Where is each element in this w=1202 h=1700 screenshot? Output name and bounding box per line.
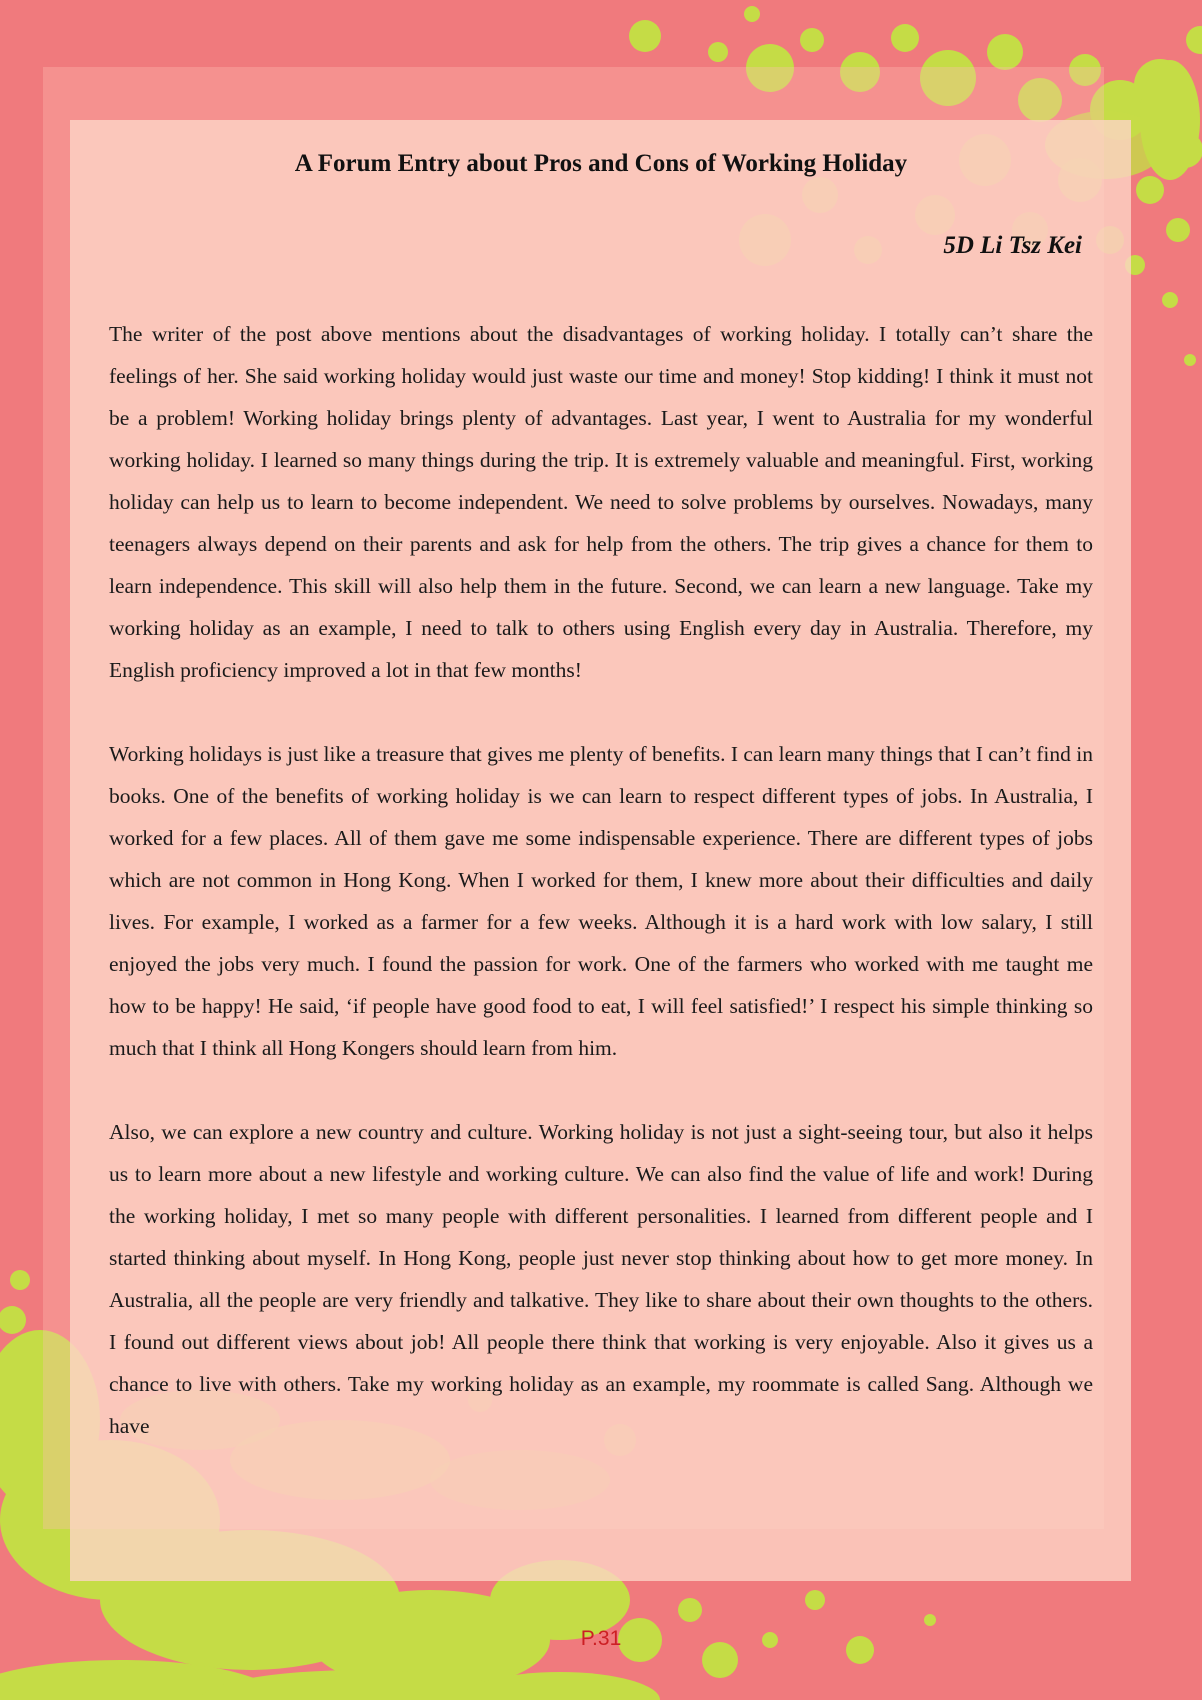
document-title: A Forum Entry about Pros and Cons of Working Holiday [294, 150, 908, 177]
page-number: P.31 [580, 1627, 622, 1650]
paragraph: The writer of the post above mentions about the disadvantages of working holiday. I totally can’t share the feelings of her. She said working holiday would just waste our time and money! Stop kidding! I think it must not be a problem! Working holiday brings plenty of advantages. Last year, I went to Australia for my wonderful working holiday. I learned so many things during the trip. It is extremely valuable and meaningful. First, working holiday can help us to learn to become independent. We need to solve problems by ourselves. Nowadays, many teenagers always depend on their parents and ask for help from the others. The trip gives a chance for them to learn independence. This skill will also help them in the future. Second, we can learn a new language. Take my working holiday as an example, I need to talk to others using English every day in Australia. Therefore, my English proficiency improved a lot in that few months! [109, 322, 1093, 682]
document-author: 5D Li Tsz Kei [943, 232, 1082, 259]
document-body [109, 313, 1093, 1489]
paragraph: Working holidays is just like a treasure that gives me plenty of benefits. I can learn many things that I can’t find in books. One of the benefits of working holiday is we can learn to respect different types of jobs. In Australia, I worked for a few places. All of them gave me some indispensable experience. There are different types of jobs which are not common in Hong Kong. When I worked for them, I knew more about their difficulties and daily lives. For example, I worked as a farmer for a few weeks. Although it is a hard work with low salary, I still enjoyed the jobs very much. I found the passion for work. One of the farmers who worked with me taught me how to be happy! He said, ‘if people have good food to eat, I will feel satisfied!’ I respect his simple thinking so much that I think all Hong Kongers should learn from him. [109, 742, 1093, 1060]
paragraph: Also, we can explore a new country and culture. Working holiday is not just a sight-seeing tour, but also it helps us to learn more about a new lifestyle and working culture. We can also find the value of life and work! During the working holiday, I met so many people with different personalities. I learned from different people and I started thinking about myself. In Hong Kong, people just never stop thinking about how to get more money. In Australia, all the people are very friendly and talkative. They like to share about their own thoughts to the others. I found out different views about job! All people there think that working is very enjoyable. Also it gives us a chance to live with others. Take my working holiday as an example, my roommate is called Sang. Although we have [109, 1120, 1093, 1438]
